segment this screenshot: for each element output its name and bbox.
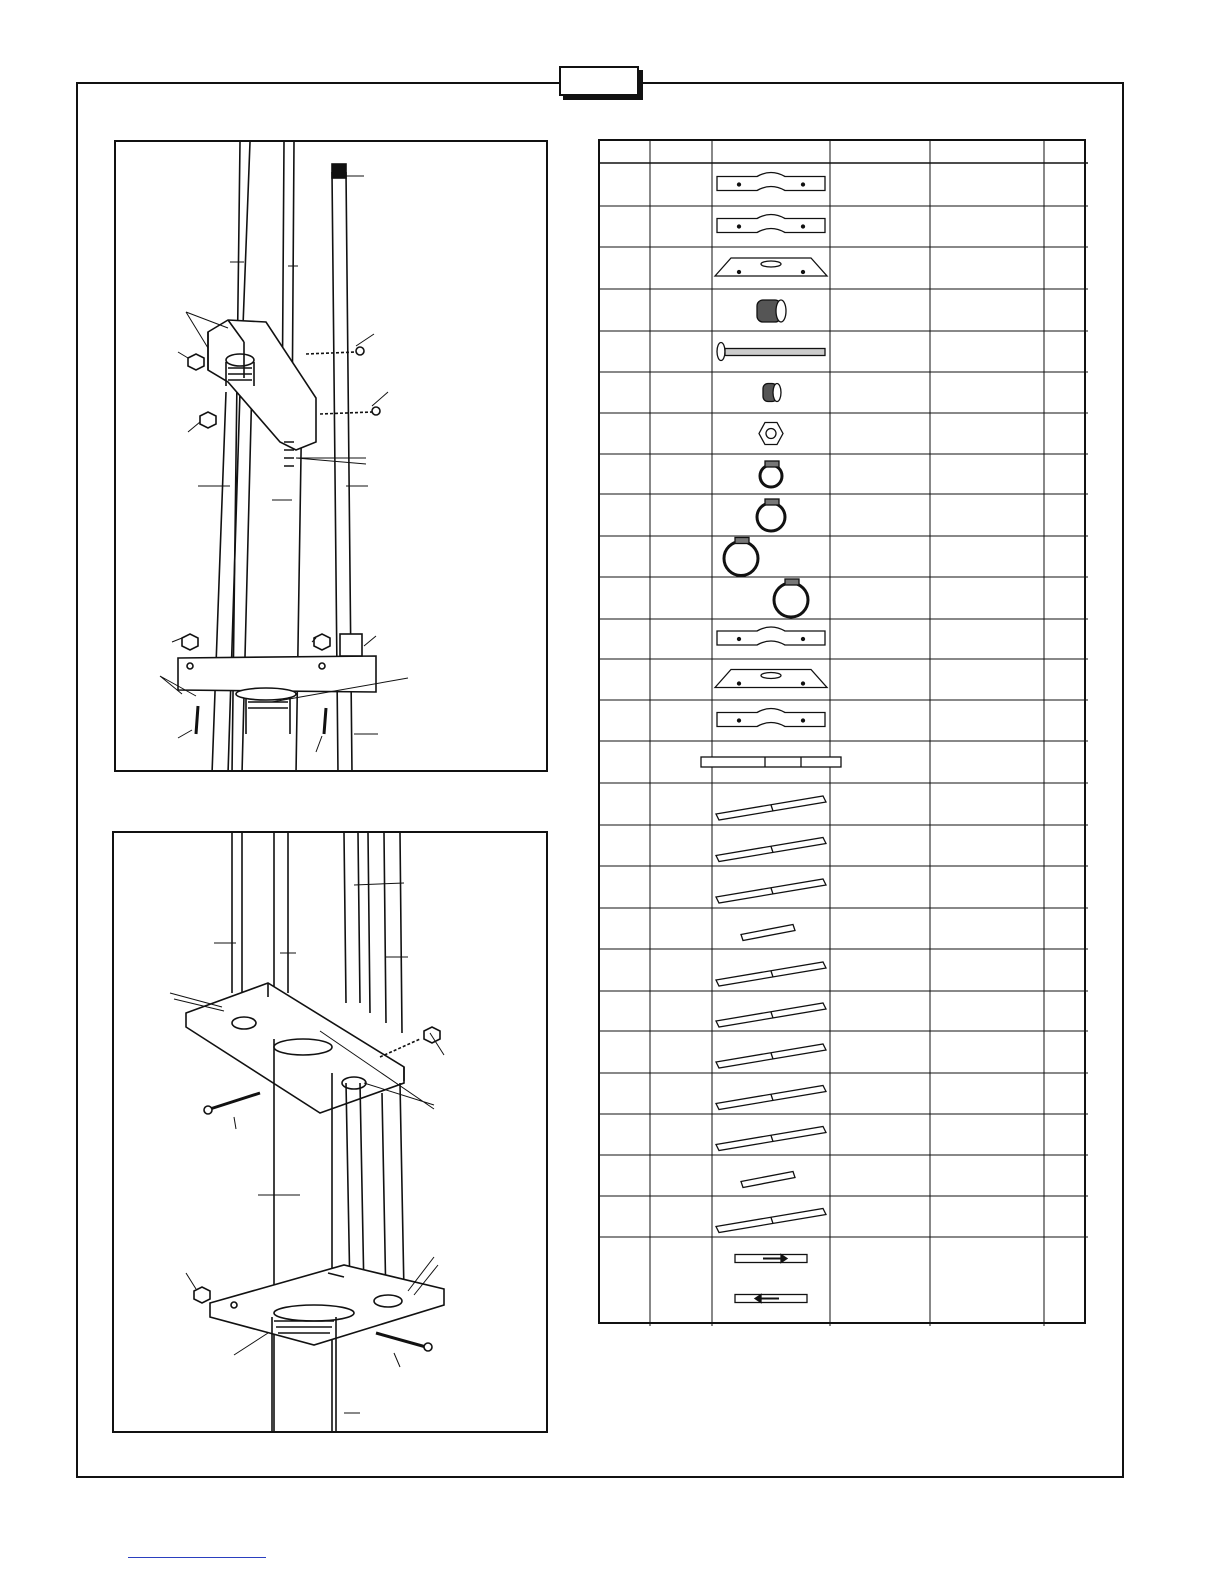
arrow-tube-icon: [735, 1255, 807, 1303]
hose-clamp-icon: [724, 538, 758, 576]
small-sleeve-icon: [763, 384, 781, 402]
upper-assembly-drawing: [116, 142, 548, 772]
short-tube-icon: [741, 925, 795, 941]
tube-icon: [716, 838, 826, 862]
lower-assembly-drawing: [114, 833, 548, 1433]
tube-icon: [716, 962, 826, 986]
tube-icon: [716, 1044, 826, 1068]
hose-clamp-icon: [774, 579, 808, 617]
parts-table-grid: [600, 141, 1088, 1326]
sleeve-icon: [757, 300, 786, 322]
lock-nut-icon: [759, 423, 783, 445]
tube-icon: [716, 1209, 826, 1233]
tube-icon: [716, 796, 826, 820]
step-tab: [559, 66, 639, 96]
bolt-icon: [717, 343, 825, 361]
long-tube-icon: [701, 757, 841, 767]
tube-icon: [716, 879, 826, 903]
hose-clamp-icon: [757, 499, 785, 531]
figure-lower-assembly: [112, 831, 548, 1433]
bracket-icon: [717, 173, 825, 191]
figure-upper-assembly: [114, 140, 548, 772]
plate-icon: [715, 258, 827, 276]
plate-icon: [715, 670, 827, 688]
tube-icon: [716, 1086, 826, 1110]
bracket-icon: [717, 709, 825, 727]
parts-list-table: [598, 139, 1086, 1324]
short-tube-icon: [741, 1172, 795, 1188]
hose-clamp-icon: [760, 461, 782, 487]
bracket-icon: [717, 627, 825, 645]
tube-icon: [716, 1003, 826, 1027]
footer-link-underline: [128, 1557, 266, 1558]
bracket-icon: [717, 215, 825, 233]
tube-icon: [716, 1127, 826, 1151]
